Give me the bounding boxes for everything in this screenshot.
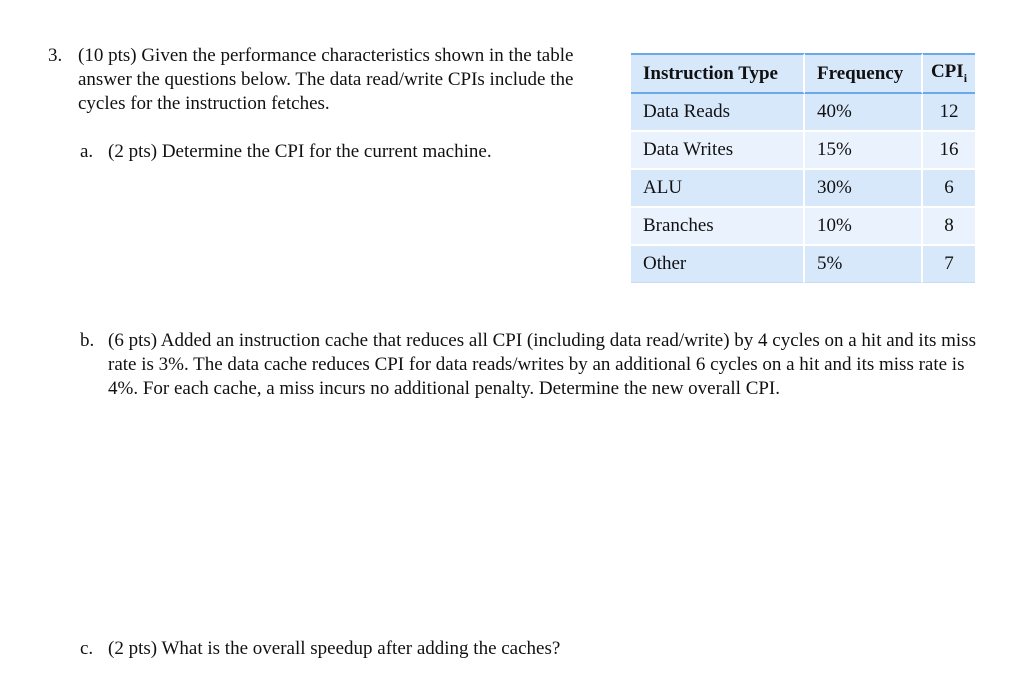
part-a-letter: a. [80, 141, 94, 162]
cell-type: Data Writes [631, 132, 805, 170]
question-number: 3. [48, 45, 63, 66]
table-row [631, 170, 975, 208]
part-b-letter: b. [80, 330, 95, 351]
part-c-letter: c. [80, 638, 94, 659]
question-intro: (10 pts) Given the performance characteristics shown in the table answer the questions below. The data read/write CPIs include the cycles for the instruction fetches. [78, 45, 574, 114]
cell-type: Other [631, 246, 805, 283]
cell-frequency: 40% [805, 94, 923, 132]
header-frequency: Frequency [805, 53, 923, 94]
header-cpi [923, 53, 975, 94]
cell-cpi: 12 [923, 94, 975, 132]
part-c-text: (2 pts) What is the overall speedup after adding the caches? [108, 638, 561, 659]
cell-cpi: 6 [923, 170, 975, 208]
performance-table [631, 53, 975, 283]
part-a-text: (2 pts) Determine the CPI for the current machine. [108, 141, 492, 162]
cell-cpi: 16 [923, 132, 975, 170]
part-b-text: (6 pts) Added an instruction cache that reduces all CPI (including data read/write) by 4 cycles on a hit and its miss rate is 3%. The data cache reduces CPI for data reads/writes by an additional 6 cycles on a hit and its miss rate is 4%. For each cache, a miss incurs no additional penalty. Determine the new overall CPI. [108, 330, 976, 399]
cell-frequency: 15% [805, 132, 923, 170]
cell-cpi: 8 [923, 208, 975, 246]
cell-frequency: 5% [805, 246, 923, 283]
header-instruction-type: Instruction Type [631, 53, 805, 94]
header-cpi-subscript: i [963, 70, 968, 85]
table-row [631, 94, 975, 132]
table-row [631, 246, 975, 283]
table-header-row [631, 53, 975, 94]
table-row [631, 132, 975, 170]
cell-type: Data Reads [631, 94, 805, 132]
cell-type: ALU [631, 170, 805, 208]
cell-frequency: 10% [805, 208, 923, 246]
header-cpi-main: CPI [930, 61, 964, 83]
cell-cpi: 7 [923, 246, 975, 283]
table-row [631, 208, 975, 246]
cell-frequency: 30% [805, 170, 923, 208]
cell-type: Branches [631, 208, 805, 246]
